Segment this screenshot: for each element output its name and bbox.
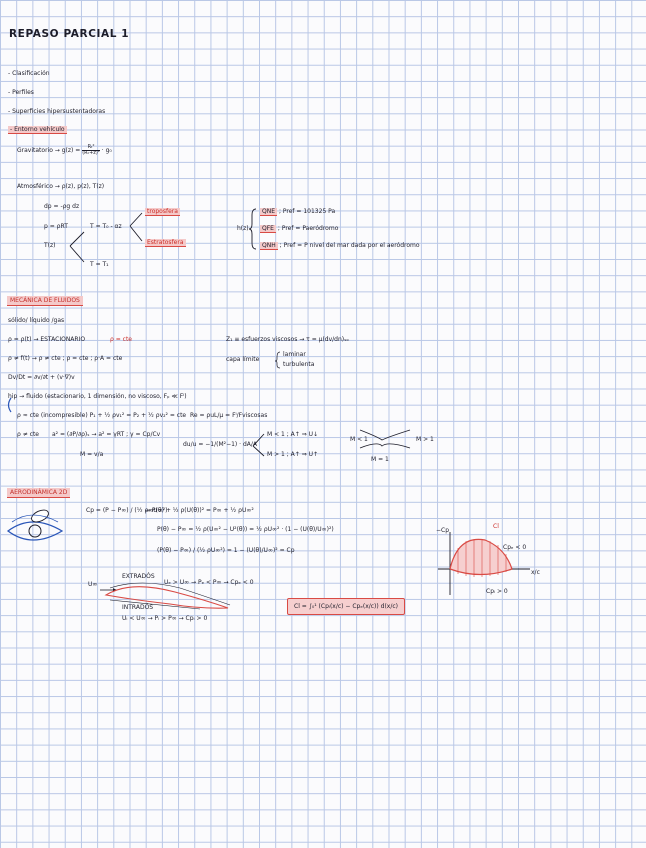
dp-eq: dp = -ρg dz [44,203,80,210]
g-numerator: Rₜ² [82,145,100,151]
fluidos-l1b: ρ = cte [110,336,132,343]
aero-int-rel: Uᵢ < U∞ → Pᵢ > P∞ → Cpᵢ > 0 [122,615,208,622]
bullet-clasificacion: - Clasificación [8,70,50,77]
qfe-tag: QFE [262,225,274,232]
mach-branch [253,434,264,456]
bullet-entorno-label: - Entorno vehículo [10,126,65,133]
T1-eq: T = T₀ - αz [90,223,122,230]
gravitatorio-label: Gravitatorio → g(z) = [17,147,83,154]
g-denominator: (Rₜ+z)² [82,150,100,156]
qnh-text: ; Pref = P nivel del mar dada por el aeródromo [279,242,420,249]
nozzle-sketch [360,430,410,448]
fluidos-du: du/u = −1/(M²−1) · dA/A [183,441,258,448]
bullet-perfiles: - Perfiles [8,89,34,96]
aero-b3: (P(θ) − P∞) / (½ ρU∞²) = 1 − (U(θ)/U∞)² = Cp [157,547,295,554]
qfe-text: ; Pref = Paeródromo [277,225,339,232]
nozzle-m-sup: M > 1 [416,436,434,443]
bullet-superficies: - Superficies hipersustentadoras [8,108,106,115]
cp-axis-x: x/c [531,569,540,576]
hz-label: h(z) [237,225,249,232]
tropo-branch [130,213,142,241]
nozzle-m-throat: M = 1 [371,456,389,463]
aero-intrados: INTRADÓS [122,604,154,611]
section-aerodinamica-2d: AERODINÁMICA 2D [7,488,70,498]
qnh-tag: QNH [262,242,276,249]
fluidos-turb: turbulenta [283,361,315,368]
aero-b1: → P(θ) + ½ ρ(U(θ))² = P∞ + ½ ρU∞² [145,507,254,514]
g-tail: · g₀ [101,147,112,154]
page-title: REPASO PARCIAL 1 [9,28,130,40]
fluidos-laminar: laminar [283,351,306,358]
cl-label: Cl [493,523,499,530]
fluidos-incomp: ρ ≈ cte (incompresible) P₁ + ½ ρv₁² = P₂ + ½ ρv₂² = cte [17,412,187,419]
fluidos-bracket [9,398,12,412]
cp-chart [438,532,530,595]
fluidos-l1a: ρ = ρ(t) → ESTACIONARIO [8,336,86,343]
fluidos-hip: hip → fluido (estacionario, 1 dimensión, no viscoso, Fₚ ≪ Fᴵ) [8,393,187,400]
aero-cp: Cp = (P − P∞) / (½ ρ∞U∞²) [86,507,168,514]
airfoil-sketch [100,583,230,609]
eye-sketch [8,508,62,540]
aero-b2: P(θ) − P∞ = ½ ρ(U∞² − U²(θ)) = ½ ρU∞² · (1 − (U(θ)/U∞)²) [157,526,334,533]
qne-text: ; Pref = 101325 Pa [278,208,336,215]
T2-eq: T = T₁ [90,261,109,268]
cpe-label: Cpₑ < 0 [503,544,527,551]
fluidos-a2: a² = (∂P/∂ρ)ₛ → a² = γRT ; γ = Cp/Cv [52,431,161,438]
fluidos-re: Re = ρuL/μ = Fᴵ/Fviscosas [190,412,268,419]
fluidos-msub: M < 1 ; A↑ ⇒ U↓ [267,431,319,438]
fluidos-l3: Dv/Dt = ∂v/∂t + (v·∇)v [8,374,75,381]
nozzle-m-sub: M < 1 [350,436,368,443]
fluidos-capa: capa límite [226,356,260,363]
fluidos-visc: Z₁ ≡ esfuerzos viscosos → τ = μ(dv/dn)ₛₒ [226,336,349,343]
p-eq: p = ρRT [44,223,68,230]
fluidos-comp: ρ ≠ cte [17,431,39,438]
fluidos-msup: M > 1 ; A↑ ⇒ U↑ [267,451,319,458]
troposfera-text: troposfera [147,208,178,215]
aero-uinf: U∞ [88,581,98,588]
fluidos-sub: sólido/ líquido /gas [8,317,65,324]
tz-branch [70,232,84,262]
aero-extrados: EXTRADÓS [122,573,155,580]
cpi-label: Cpᵢ > 0 [486,588,508,595]
qne-tag: QNE [262,208,276,215]
section-mecanica-fluidos: MECÁNICA DE FLUIDOS [7,296,83,306]
estratosfera-text: Estratosfera [147,239,184,246]
cl-integral-box: Cl = ∫₀¹ (Cpᵢ(x/c) − Cpₑ(x/c)) d(x/c) [287,598,405,615]
aero-ext-rel: Uₑ > U∞ → Pₑ < P∞ → Cpₑ < 0 [164,579,254,586]
fluidos-mach: M = v/a [80,451,104,458]
hz-brace [249,209,256,249]
cp-axis-y: −Cp [436,527,450,534]
fluidos-l2: ρ ≠ f(t) → ρ ≠ cte ; ρ = cte ; ρ·A = cte [8,355,123,362]
T-label: T(z) [44,242,56,249]
atmosferico-line: Atmosférico → ρ(z), p(z), T(z) [17,183,105,190]
capa-brace [275,352,280,368]
